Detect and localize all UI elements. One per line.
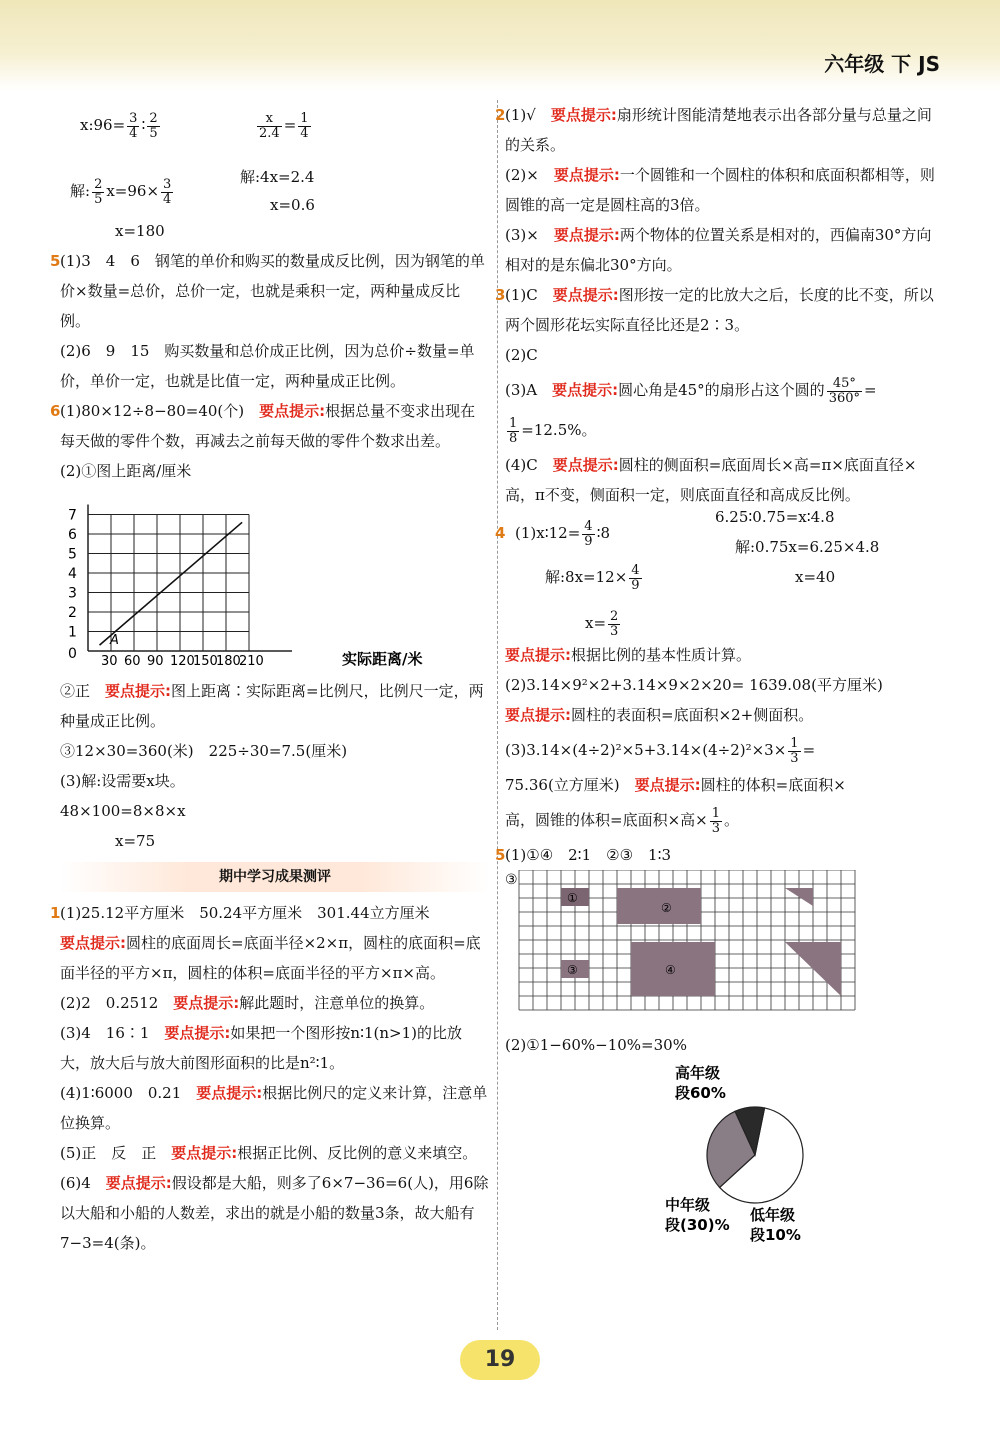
- r5-number: 5: [495, 846, 506, 864]
- q5a: 5 (1)3 4 6 钢笔的单价和购买的数量成反比例，因为钢笔的单价×数量=总价，总价一定，也就是乘积一定，两种量成反比例。: [60, 246, 490, 336]
- r3a: 3 (1)C 要点提示:图形按一定的比放大之后，长度的比不变，所以两个圆形花坛实际直径比还是2∶3。: [505, 280, 935, 340]
- left-column: [50, 100, 490, 1258]
- sol1: 解: $\frac{2}{5}$ x=96× $\frac{3}{4}$: [70, 176, 172, 207]
- y-tick-label: 4: [68, 566, 77, 582]
- q6a: 6 (1)80×12÷8−80=40(个) 要点提示:根据总量不变求出现在每天做的零件个数，再减去之前每天做的零件个数求出差。: [60, 396, 490, 456]
- grid-label-3a: ③: [505, 872, 518, 888]
- pie-label-low-value: 段10%: [750, 1226, 801, 1244]
- grid-label-3: ③: [567, 963, 578, 977]
- ans2: x=0.6: [270, 196, 315, 214]
- pie-label-mid-value: 段(30)%: [665, 1216, 730, 1234]
- r4i: 75.36(立方厘米) 要点提示:圆柱的体积=底面积×: [505, 776, 846, 794]
- eq2: $\frac{x}{2.4}$ = $\frac{1}{4}$: [259, 110, 309, 141]
- r4g: 要点提示:圆柱的表面积=底面积×2+侧面积。: [505, 706, 814, 724]
- sol2: 解:4x=2.4: [240, 168, 315, 186]
- r4f: (2)3.14×9²×2+3.14×9×2×20= 1639.08(平方厘米): [505, 676, 883, 694]
- m1d: (4)1∶6000 0.21 要点提示:根据比例尺的定义来计算，注意单位换算。: [60, 1084, 488, 1132]
- grid-label-2: ②: [661, 901, 672, 915]
- r4d1: x= $\frac{2}{3}$: [585, 608, 619, 639]
- r2b: (2)× 要点提示:一个圆锥和一个圆柱的体积和底面积都相等，则圆锥的高一定是圆柱高的3倍。: [505, 166, 935, 214]
- x-tick-label: 90: [147, 654, 164, 666]
- r5b: (2)①1−60%−10%=30%: [505, 1036, 687, 1054]
- x-axis-label: 实际距离/米: [342, 650, 423, 666]
- y-tick-label: 2: [68, 605, 77, 621]
- r4b2: 解:0.75x=6.25×4.8: [735, 538, 880, 556]
- r2-number: 2: [495, 106, 506, 124]
- q5-number: 5: [50, 252, 61, 270]
- r3c: (3)A 要点提示:圆心角是45°的扇形占这个圆的 $\frac{45^\circ}{360^\circ}$ =: [505, 375, 877, 406]
- r4e: 要点提示:根据比例的基本性质计算。: [505, 646, 752, 664]
- r2c: (3)× 要点提示:两个物体的位置关系是相对的，西偏南30°方向相对的是东偏北30°方向。: [505, 226, 932, 274]
- q6b-title: (2)①图上距离/厘米: [60, 462, 192, 480]
- grid-label-1: ①: [567, 891, 578, 905]
- r4a2: 6.25∶0.75=x∶4.8: [715, 508, 835, 526]
- x-tick-label: 180: [216, 654, 241, 666]
- q6-number: 6: [50, 402, 61, 420]
- x-tick-label: 120: [170, 654, 195, 666]
- point-a-label: A: [110, 633, 119, 648]
- page-number: 19: [460, 1340, 540, 1380]
- equation-block: [60, 100, 490, 170]
- r2a: 2 (1)√ 要点提示:扇形统计图能清楚地表示出各部分量与总量之间的关系。: [505, 100, 935, 160]
- x-tick-label: 30: [101, 654, 118, 666]
- r4-equations: [495, 508, 935, 640]
- r3d: (4)C 要点提示:圆柱的侧面积=底面周长×高=π×底面直径×高，π不变，侧面积一定，则底面直径和高成反比例。: [505, 456, 917, 504]
- q5b: (2)6 9 15 购买数量和总价成正比例，因为总价÷数量=单价，单价一定，也就是比值一定，两种量成正比例。: [60, 342, 475, 390]
- m1f: (6)4 要点提示:假设都是大船，则多了6×7−36=6(人)，用6除以大船和小船的人数差，求出的就是小船的数量3条，故大船有7−3=4(条)。: [60, 1174, 489, 1252]
- origin-label: 0: [68, 646, 77, 662]
- r3c2: $\frac{1}{8}$ =12.5%。: [509, 415, 597, 446]
- r4c2: x=40: [795, 568, 836, 586]
- ans1: x=180: [115, 222, 165, 240]
- r5a: 5 (1)①④ 2∶1 ②③ 1∶3: [505, 840, 935, 870]
- grid-label-4: ④: [665, 963, 676, 977]
- pie-label-low: 低年级: [750, 1206, 796, 1224]
- proportion-line-graph: [60, 486, 460, 666]
- r4-number: 4: [495, 524, 506, 542]
- r3-number: 3: [495, 286, 506, 304]
- shape-2: [617, 888, 701, 924]
- y-tick-label: 7: [68, 507, 77, 524]
- q6e: (3)解:设需要x块。: [60, 772, 185, 790]
- proportion-line: [100, 522, 243, 645]
- m1b: (2)2 0.2512 要点提示:解此题时，注意单位的换算。: [60, 994, 435, 1012]
- q6f: 48×100=8×8×x: [60, 802, 186, 820]
- pie-label-high-value: 段60%: [675, 1084, 726, 1102]
- x-tick-label: 210: [239, 654, 264, 666]
- y-tick-label: 5: [68, 546, 77, 563]
- q6d: ③12×30=360(米) 225÷30=7.5(厘米): [60, 742, 348, 760]
- x-tick-label: 60: [124, 654, 141, 666]
- y-tick-label: 3: [68, 585, 77, 602]
- right-column: [495, 100, 935, 1260]
- m1-number: 1: [50, 904, 61, 922]
- section-title: 期中学习成果测评: [60, 862, 490, 892]
- r3b: (2)C: [505, 346, 538, 364]
- m1e: (5)正 反 正 要点提示:根据正比例、反比例的意义来填空。: [60, 1144, 478, 1162]
- pie-label-mid: 中年级: [665, 1196, 711, 1214]
- eq1: x:96= $\frac{3}{4}$ ∶ $\frac{2}{5}$: [80, 110, 158, 141]
- pie-label-high: 高年级: [675, 1064, 721, 1082]
- pie-chart: [505, 1060, 935, 1250]
- grade-label: 六年级 下 JS: [824, 52, 940, 76]
- r4a1: (1)x∶12= $\frac{4}{9}$ ∶8: [515, 518, 611, 549]
- r4h: (3)3.14×(4÷2)²×5+3.14×(4÷2)²×3× $\frac{1}{3}$ =: [505, 735, 816, 766]
- r4b1: 解:8x=12× $\frac{4}{9}$: [545, 562, 640, 593]
- y-tick-label: 6: [68, 527, 77, 543]
- m1a: 1 (1)25.12平方厘米 50.24平方厘米 301.44立方厘米: [60, 898, 490, 928]
- r4j: 高，圆锥的体积=底面积×高× $\frac{1}{3}$ 。: [505, 805, 740, 836]
- q6c: ②正 要点提示:图上距离∶实际距离=比例尺，比例尺一定，两种量成正比例。: [60, 682, 484, 730]
- y-tick-label: 1: [68, 624, 77, 641]
- m1c: (3)4 16∶1 要点提示:如果把一个图形按n∶1(n>1)的比放大，放大后与放大前图形面积的比是n²∶1。: [60, 1024, 463, 1072]
- solution-block: [60, 170, 490, 216]
- m1a-hint: 要点提示:圆柱的底面周长=底面半径×2×π，圆柱的底面积=底面半径的平方×π，圆柱的体积=底面半径的平方×π×高。: [60, 934, 481, 982]
- q6g: x=75: [115, 832, 156, 850]
- scaling-grid-figure: [505, 870, 935, 1020]
- x-tick-label: 150: [193, 654, 218, 666]
